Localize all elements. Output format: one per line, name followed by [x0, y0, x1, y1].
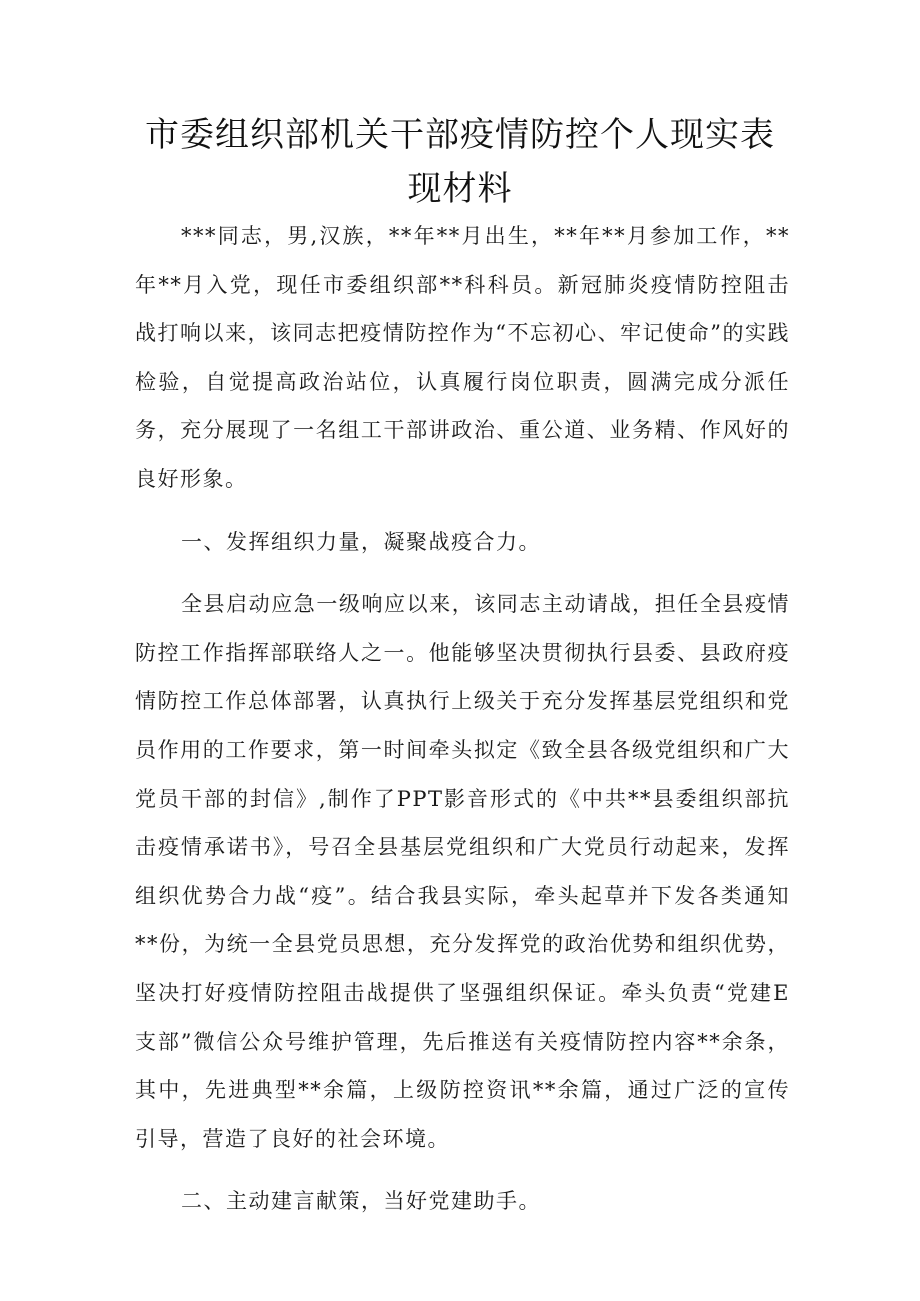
section-heading-1: 一、发挥组织力量，凝聚战疫合力。 — [181, 529, 541, 554]
section-1-paragraph: 全县启动应急一级响应以来，该同志主动请战，担任全县疫情防控工作指挥部联络人之一。他能够坚决贯彻执行县委、县政府疫情防控工作总体部署，认真执行上级关于充分发挥基层党组织和党员作用的工作要求，第一时间牵头拟定《致全县各级党组织和广大党员干部的封信》,制作了PPT影音形式的《中共**县委组织部抗击疫情承诺书》，号召全县基层党组织和广大党员行动起来，发挥组织优势合力战“疫”。结合我县实际，牵头起草并下发各类通知**份，为统一全县党员思想，充分发挥党的政治优势和组织优势，坚决打好疫情防控阻击战提供了坚强组织保证。牵头负责“党建E支部”微信公众号维护管理，先后推送有关疫情防控内容**余条，其中，先进典型**余篇，上级防控资讯**余篇，通过广泛的宣传引导，营造了良好的社会环境。 — [135, 592, 790, 1151]
intro-paragraph: ***同志，男,汉族，**年**月出生，**年**月参加工作，**年**月入党，现任市委组织部**科科员。新冠肺炎疫情防控阻击战打响以来，该同志把疫情防控作为“不忘初心、牢记使命”的实践检验，自觉提高政治站位，认真履行岗位职责，圆满完成分派任务，充分展现了一名组工干部讲政治、重公道、业务精、作风好的良好形象。 — [135, 224, 790, 491]
document-body — [135, 212, 790, 1240]
section-heading-2: 二、主动建言献策，当好党建助手。 — [181, 1189, 541, 1214]
document-title: 市委组织部机关干部疫情防控个人现实表现材料 — [145, 115, 775, 209]
